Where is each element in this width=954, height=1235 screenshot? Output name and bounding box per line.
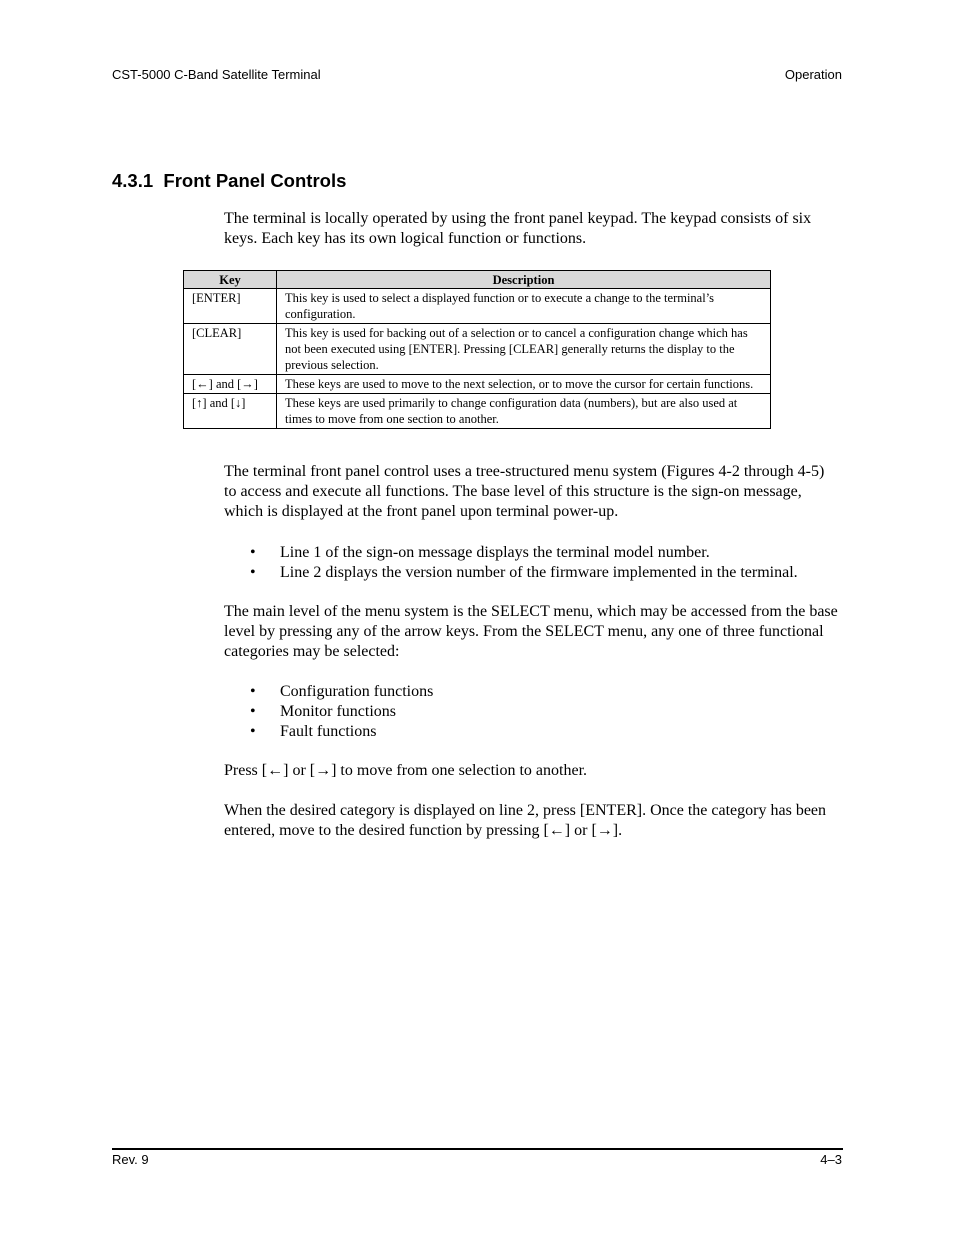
enter-category-paragraph: When the desired category is displayed on line 2, press [ENTER]. Once the category has been entered, move to the desired function by pressing [←] or [→]. <box>224 802 827 839</box>
list-item-text: Monitor functions <box>280 703 396 720</box>
list-item-text: Fault functions <box>280 723 377 740</box>
section-title: 4.3.1 Front Panel Controls <box>112 170 347 191</box>
header-document-title: CST-5000 C-Band Satellite Terminal <box>112 67 321 82</box>
table-header-key: Key <box>184 271 277 289</box>
table-cell-description: This key is used for backing out of a selection or to cancel a configuration change which has not been executed using [ENTER]. Pressing [CLEAR] generally returns the display to the previous selection. <box>277 324 771 375</box>
press-arrows-paragraph: Press [←] or [→] to move from one selection to another. <box>224 762 588 779</box>
table-row <box>184 375 771 394</box>
footer-revision: Rev. 9 <box>112 1152 149 1167</box>
bullet-icon: • <box>250 564 256 581</box>
table-header-description: Description <box>277 271 771 289</box>
table-cell-description: This key is used to select a displayed function or to execute a change to the terminal’s configuration. <box>277 289 771 324</box>
table-cell-description: These keys are used primarily to change configuration data (numbers), but are also used at times to move from one section to another. <box>277 394 771 429</box>
list-item <box>250 682 433 702</box>
intro-paragraph: The terminal is locally operated by using the front panel keypad. The keypad consists of six keys. Each key has its own logical function or functions. <box>224 210 812 247</box>
footer-divider <box>112 1148 843 1150</box>
select-menu-paragraph: The main level of the menu system is the SELECT menu, which may be accessed from the base level by pressing any of the arrow keys. From the SELECT menu, any one of three functional categories may be selected: <box>224 603 838 660</box>
signon-bullet-list <box>250 543 798 583</box>
bullet-icon: • <box>250 683 256 700</box>
list-item <box>250 702 433 722</box>
bullet-icon: • <box>250 703 256 720</box>
table-row <box>184 289 771 324</box>
category-bullet-list <box>250 682 433 742</box>
footer-page-number: 4–3 <box>820 1152 842 1167</box>
list-item-text: Configuration functions <box>280 683 434 700</box>
table-row <box>184 324 771 375</box>
table-row <box>184 394 771 429</box>
table-cell-key: [CLEAR] <box>184 324 277 375</box>
menu-system-paragraph: The terminal front panel control uses a tree-structured menu system (Figures 4-2 through 4-5) to access and execute all functions. The base level of this structure is the sign-on message, which is displayed at the front panel upon terminal power-up. <box>224 463 825 520</box>
table-cell-key: [←] and [→] <box>184 375 277 394</box>
bullet-icon: • <box>250 723 256 740</box>
table-header-row <box>184 271 771 289</box>
list-item <box>250 543 798 563</box>
bullet-icon: • <box>250 544 256 561</box>
page-header <box>112 67 842 82</box>
list-item <box>250 722 433 742</box>
list-item-text: Line 1 of the sign-on message displays the terminal model number. <box>280 544 710 561</box>
front-panel-keys-table <box>183 270 771 429</box>
table-cell-key: [↑] and [↓] <box>184 394 277 429</box>
header-chapter-name: Operation <box>784 67 842 82</box>
list-item <box>250 563 798 583</box>
table-cell-key: [ENTER] <box>184 289 277 324</box>
table-cell-description: These keys are used to move to the next selection, or to move the cursor for certain functions. <box>277 375 771 394</box>
page-footer <box>112 1152 842 1167</box>
list-item-text: Line 2 displays the version number of the firmware implemented in the terminal. <box>280 564 798 581</box>
